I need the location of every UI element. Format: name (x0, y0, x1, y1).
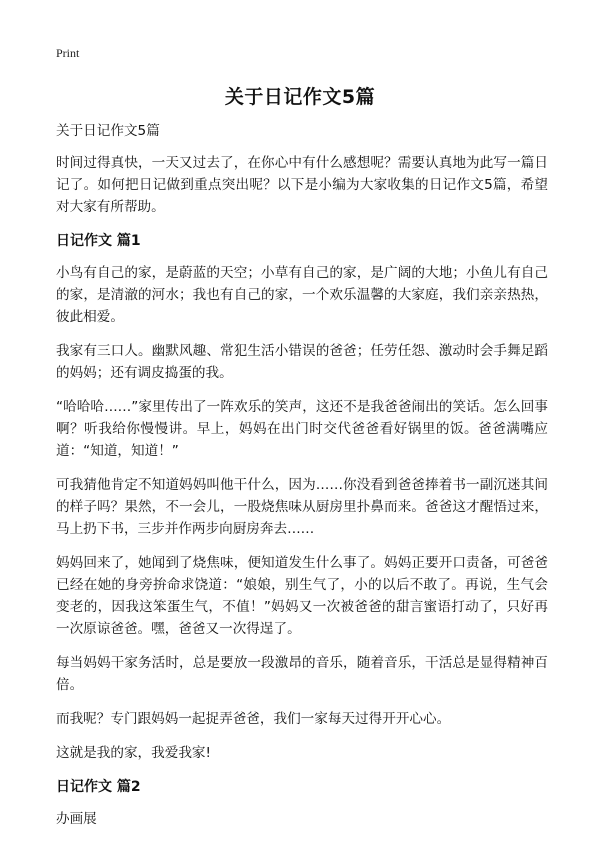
section-2-heading: 日记作文 篇2 (56, 779, 141, 795)
section-1-paragraph: 妈妈回来了，她闻到了烧焦味，便知道发生什么事了。妈妈正要开口责备，可爸爸已经在她的身旁拚命求饶道：“娘娘，别生气了，小的以后不敢了。再说，生气会变老的，因我这笨蛋生气，不值！”妈妈又一次被爸爸的甜言蜜语打动了，只好再一次原谅爸爸。嘿，爸爸又一次得逞了。 (56, 555, 548, 637)
section-2-paragraph: 办画展 (56, 811, 97, 827)
section-1-paragraph: 可我猜他肯定不知道妈妈叫他干什么，因为……你没看到爸爸捧着书一副沉迷其间的样子吗？果然，不一会儿，一股烧焦味从厨房里扑鼻而来。爸爸这才醒悟过来，马上扔下书，三步并作两步向厨房奔去…… (56, 477, 548, 537)
document-subtitle: 关于日记作文5篇 (56, 123, 160, 139)
intro-paragraph: 时间过得真快，一天又过去了，在你心中有什么感想呢？需要认真地为此写一篇日记了。如何把日记做到重点突出呢？以下是小编为大家收集的日记作文5篇，希望对大家有所帮助。 (56, 155, 548, 215)
section-1-paragraph: 每当妈妈干家务活时，总是要放一段激昂的音乐，随着音乐，干活总是显得精神百倍。 (56, 655, 548, 693)
section-1-paragraph: 小鸟有自己的家，是蔚蓝的天空；小草有自己的家，是广阔的大地；小鱼儿有自己的家，是清澈的河水；我也有自己的家，一个欢乐温馨的大家庭，我们亲亲热热，彼此相爱。 (56, 265, 548, 325)
print-link[interactable]: Print (56, 46, 80, 60)
section-1-paragraph: 我家有三口人。幽默风趣、常犯生活小错误的爸爸；任劳任怨、激动时会手舞足蹈的妈妈；还有调皮捣蛋的我。 (56, 343, 548, 381)
section-1-paragraph: 这就是我的家，我爱我家! (56, 745, 211, 761)
document-body (56, 120, 548, 842)
section-1-paragraph: “哈哈哈……”家里传出了一阵欢乐的笑声，这还不是我爸爸闹出的笑话。怎么回事啊？听我给你慢慢讲。早上，妈妈在出门时交代爸爸看好锅里的饭。爸爸满嘴应道：“知道，知道！” (56, 399, 548, 459)
document-title: 关于日记作文5篇 (224, 86, 376, 108)
section-1-paragraph: 而我呢？专门跟妈妈一起捉弄爸爸，我们一家每天过得开开心心。 (56, 711, 451, 727)
section-1-heading: 日记作文 篇1 (56, 233, 141, 249)
